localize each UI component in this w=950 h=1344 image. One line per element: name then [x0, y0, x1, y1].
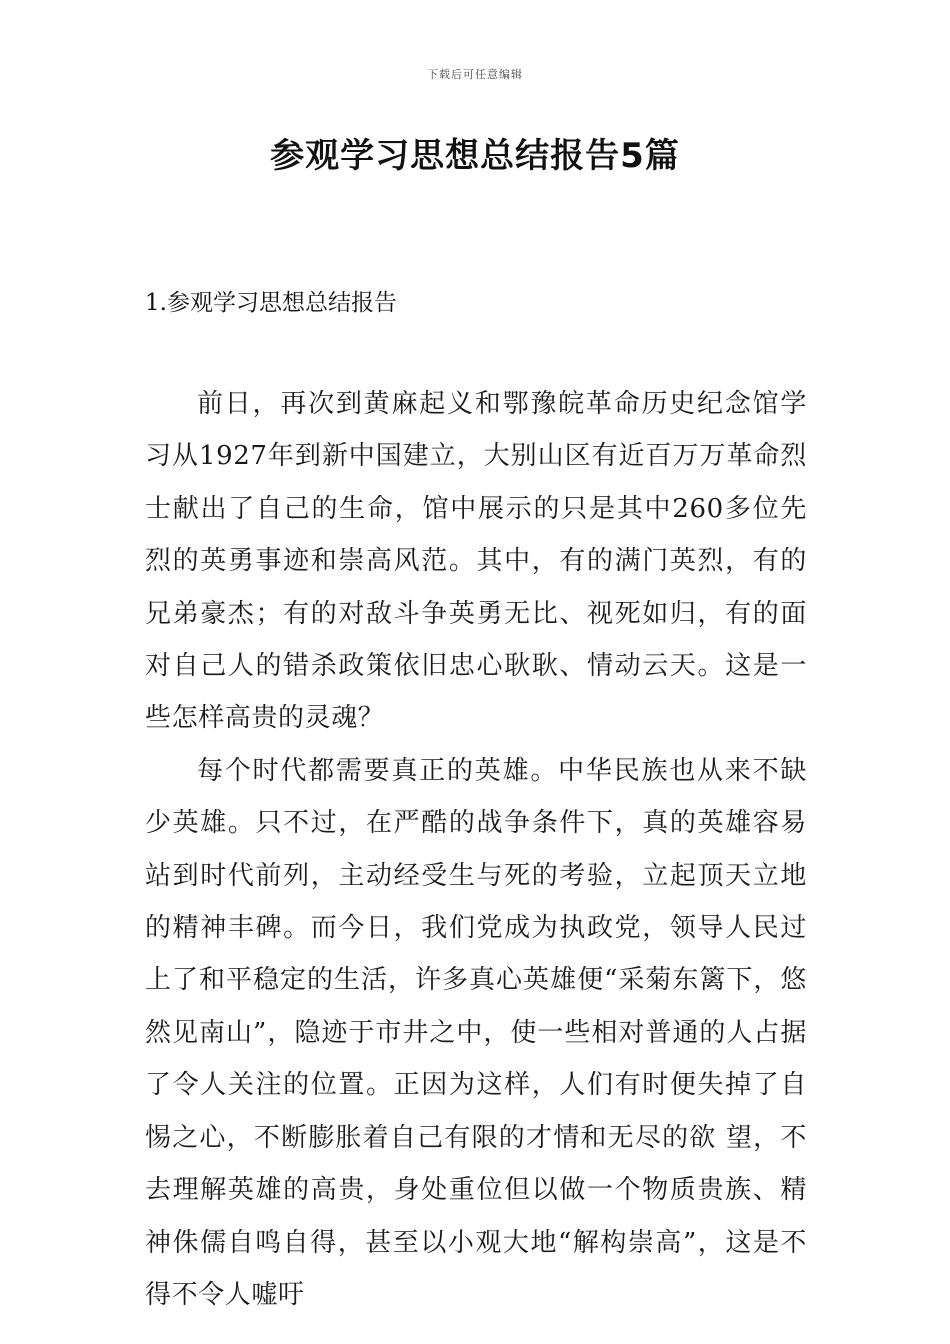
paragraph: 前日，再次到黄麻起义和鄂豫皖革命历史纪念馆学习从1927年到新中国建立，大别山区有近百万万革命烈士献出了自己的生命，馆中展示的只是其中260多位先烈的英勇事迹和崇高风范。其中，有的满门英烈，有的兄弟豪杰；有的对敌斗争英勇无比、视死如归，有的面对自己人的错杀政策依旧忠心耿耿、情动云天。这是一些怎样高贵的灵魂？ [145, 389, 807, 734]
document-title: 参观学习思想总结报告5篇 [270, 136, 680, 176]
header-note: 下载后可任意编辑 [427, 68, 523, 81]
section-heading: 1.参观学习思想总结报告 [145, 290, 397, 316]
body-text [145, 378, 807, 1321]
paragraph: 每个时代都需要真正的英雄。中华民族也从来不缺少英雄。只不过，在严酷的战争条件下，真的英雄容易站到时代前列，主动经受生与死的考验，立起顶天立地的精神丰碑。而今日，我们党成为执政党，领导人民过上了和平稳定的生活，许多真心英雄便“采菊东篱下，悠然见南山”，隐迹于市井之中，使一些相对普通的人占据了令人关注的位置。正因为这样，人们有时便失掉了自惕之心，不断膨胀着自己有限的才情和无尽的欲 望，不去理解英雄的高贵，身处重位但以做一个物质贵族、精神侏儒自鸣自得，甚至以小观大地“解构崇高”，这是不得不令人嘘吁 [145, 755, 807, 1310]
